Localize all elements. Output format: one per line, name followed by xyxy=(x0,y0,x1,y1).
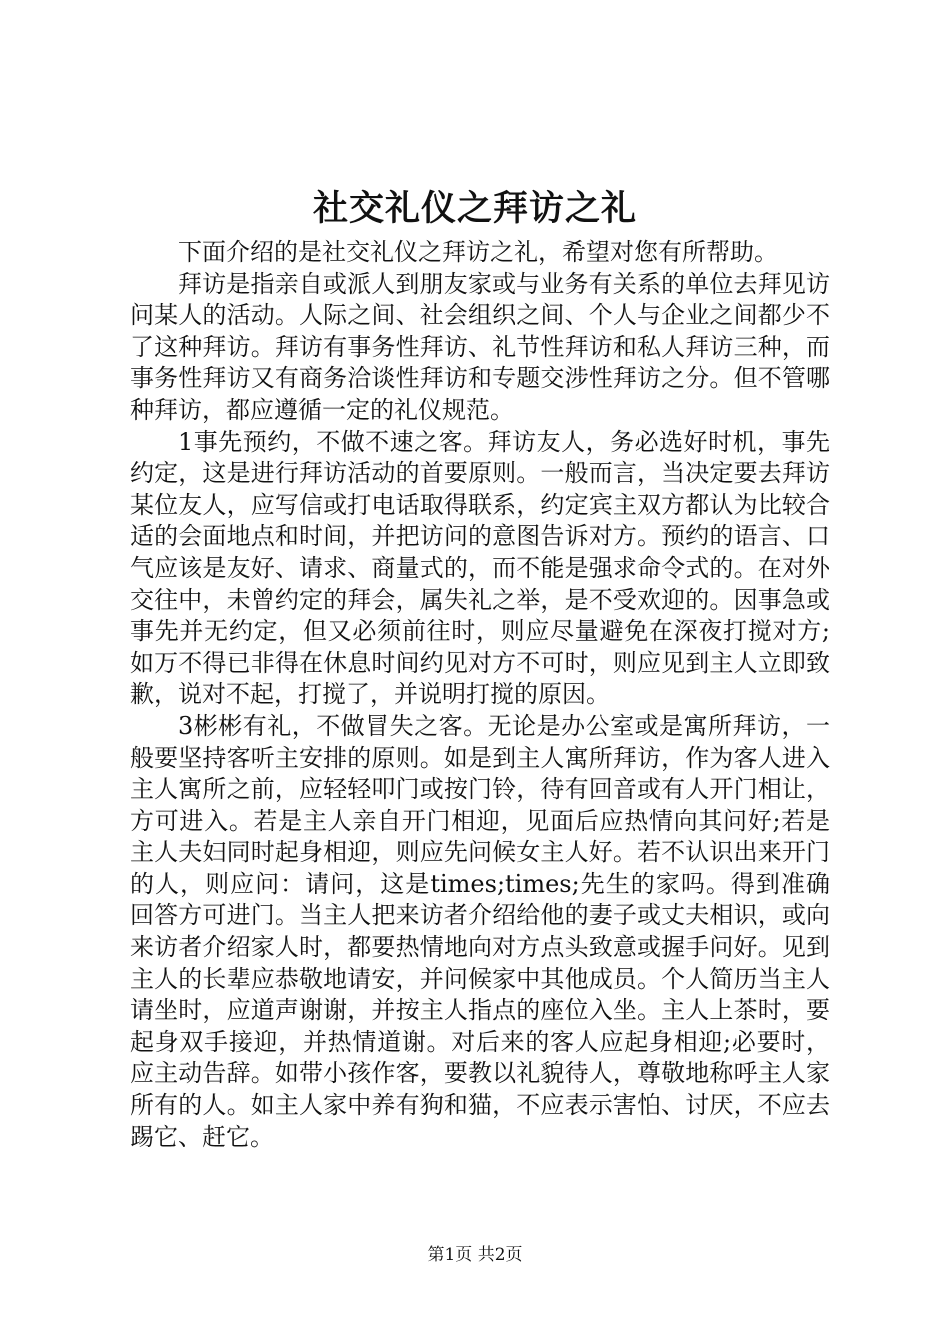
paragraph-intro: 下面介绍的是社交礼仪之拜访之礼，希望对您有所帮助。 xyxy=(178,238,778,266)
document-body xyxy=(130,237,830,1153)
page-number-footer: 第1页 共2页 xyxy=(427,1245,523,1265)
paragraph-definition: 拜访是指亲自或派人到朋友家或与业务有关系的单位去拜见访问某人的活动。人际之间、社会组织之间、个人与企业之间都少不了这种拜访。拜访有事务性拜访、礼节性拜访和私人拜访三种，而事务性拜访又有商务洽谈性拜访和专题交涉性拜访之分。但不管哪种拜访，都应遵循一定的礼仪规范。 xyxy=(130,269,830,424)
paragraph-appointment: 1事先预约，不做不速之客。拜访友人，务必选好时机，事先约定，这是进行拜访活动的首要原则。一般而言，当决定要去拜访某位友人，应写信或打电话取得联系，约定宾主双方都认为比较合适的会面地点和时间，并把访问的意图告诉对方。预约的语言、口气应该是友好、请求、商量式的，而不能是强求命令式的。在对外交往中，未曾约定的拜会，属失礼之举，是不受欢迎的。因事急或事先并无约定，但又必须前往时，则应尽量避免在深夜打搅对方;如万不得已非得在休息时间约见对方不可时，则应见到主人立即致歉，说对不起，打搅了，并说明打搅的原因。 xyxy=(130,427,830,709)
paragraph-courtesy: 3彬彬有礼，不做冒失之客。无论是办公室或是寓所拜访，一般要坚持客听主安排的原则。如是到主人寓所拜访，作为客人进入主人寓所之前，应轻轻叩门或按门铃，待有回音或有人开门相让，方可进入。若是主人亲自开门相迎，见面后应热情向其问好;若是主人夫妇同时起身相迎，则应先问候女主人好。若不认识出来开门的人，则应问：请问，这是times;times;先生的家吗。得到准确回答方可进门。当主人把来访者介绍给他的妻子或丈夫相识，或向来访者介绍家人时，都要热情地向对方点头致意或握手问好。见到主人的长辈应恭敬地请安，并问候家中其他成员。个人简历当主人请坐时，应道声谢谢，并按主人指点的座位入坐。主人上茶时，要起身双手接迎，并热情道谢。对后来的客人应起身相迎;必要时，应主动告辞。如带小孩作客，要教以礼貌待人，尊敬地称呼主人家所有的人。如主人家中养有狗和猫，不应表示害怕、讨厌，不应去踢它、赶它。 xyxy=(130,711,830,1151)
document-title: 社交礼仪之拜访之礼 xyxy=(312,188,637,229)
